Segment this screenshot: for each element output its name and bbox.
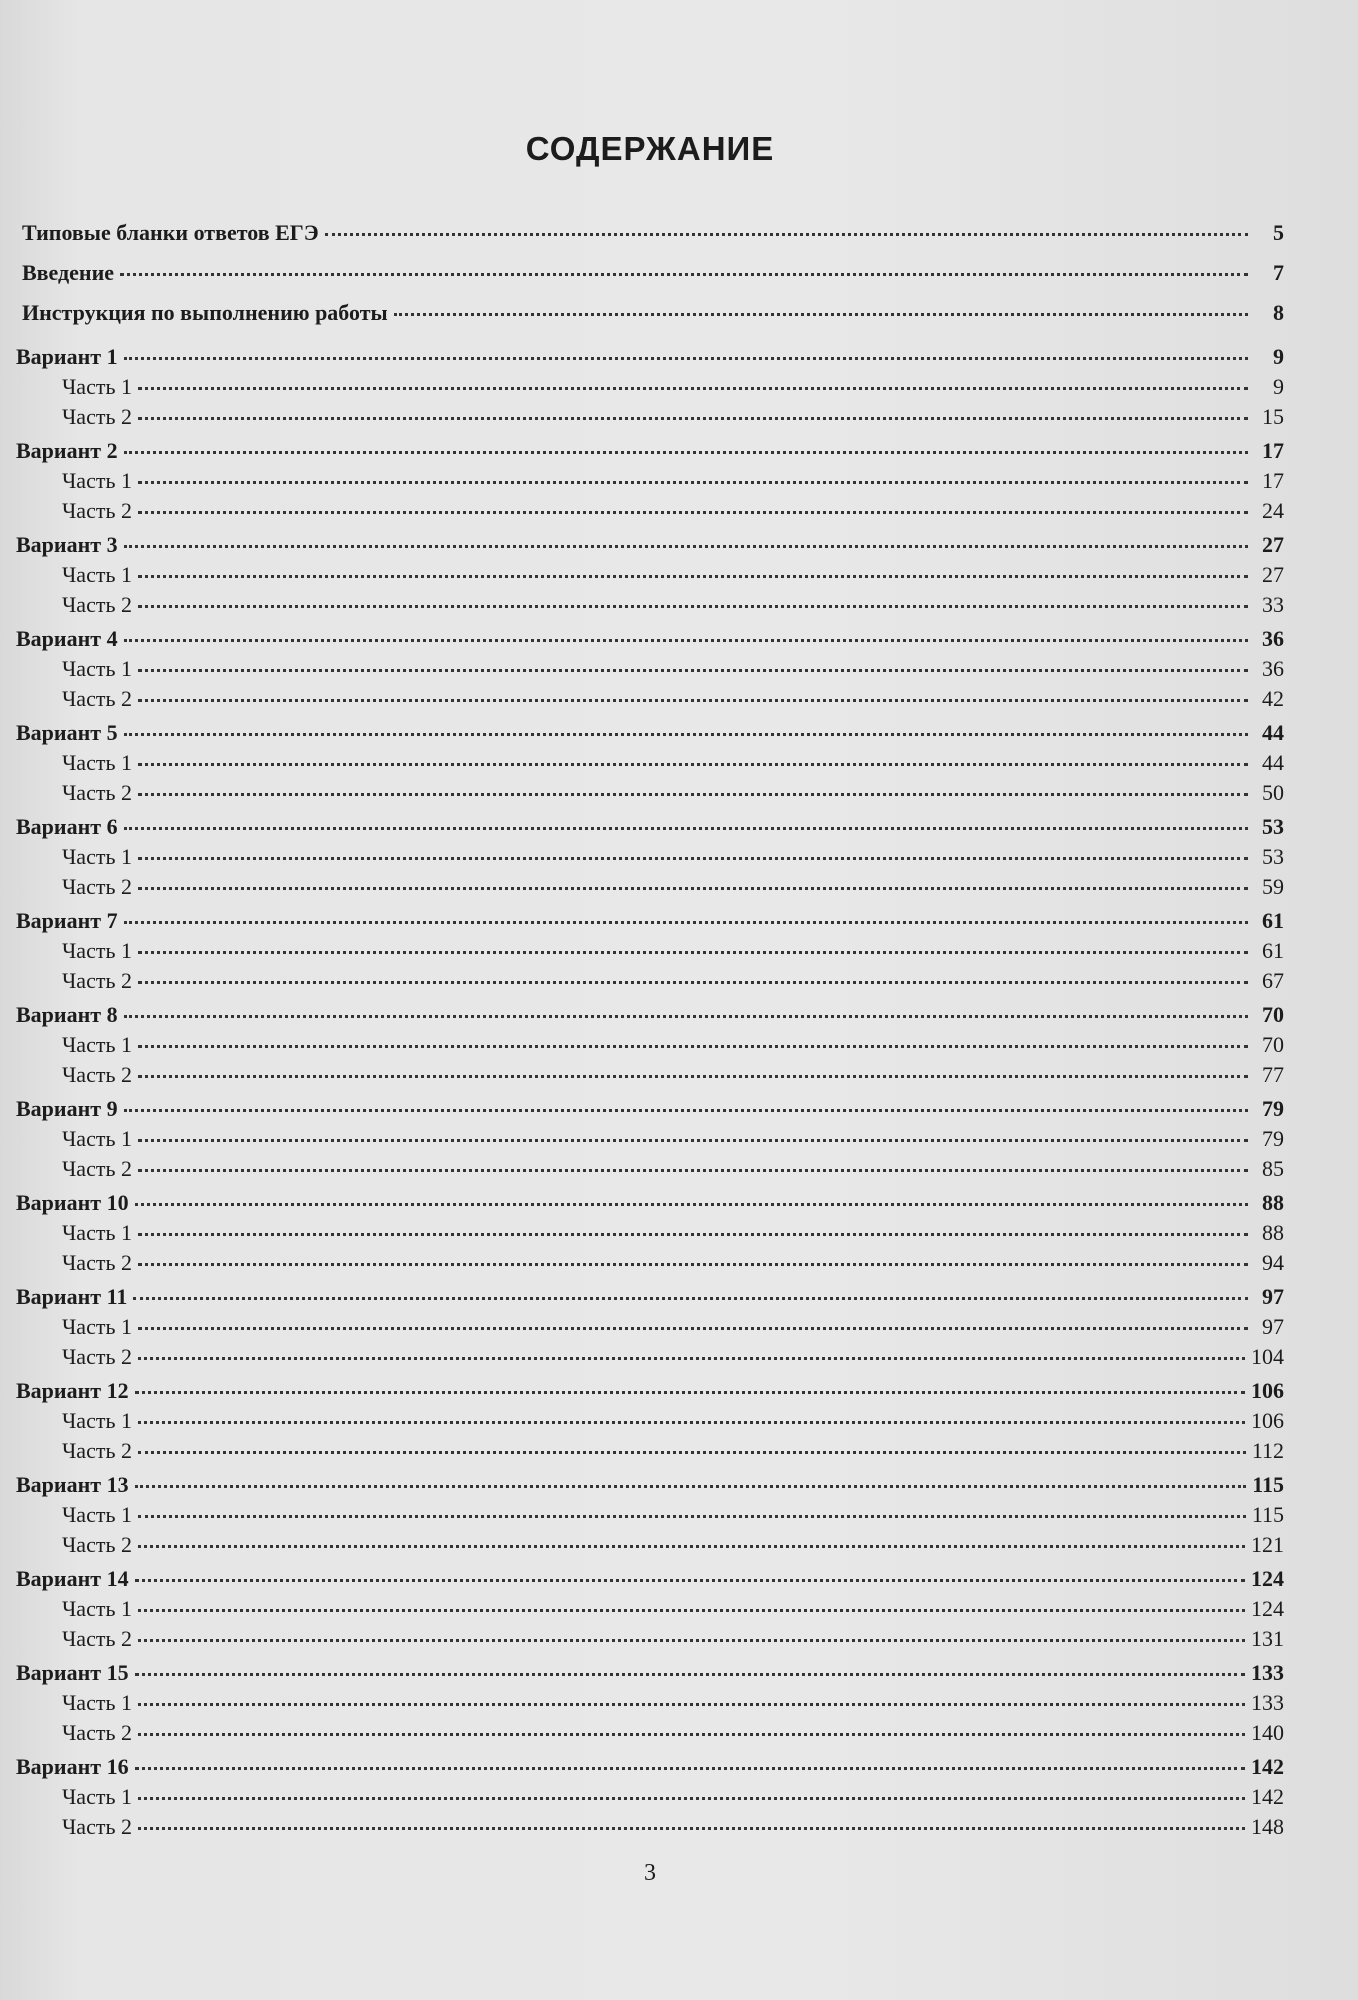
toc-entry-label: Вариант 13 xyxy=(16,1472,129,1497)
toc-entry-label: Вариант 16 xyxy=(16,1754,129,1779)
toc-entry-label: Часть 1 xyxy=(62,1408,132,1433)
toc-entry-label: Часть 1 xyxy=(62,1220,132,1245)
toc-entry-page: 97 xyxy=(1262,1314,1284,1339)
toc-entry-label: Часть 1 xyxy=(62,844,132,869)
toc-entry-label: Часть 2 xyxy=(62,1250,132,1275)
dot-leader xyxy=(138,605,1248,608)
toc-variant-16[interactable] xyxy=(16,1754,1284,1784)
toc-part-2[interactable] xyxy=(16,968,1284,998)
table-of-contents xyxy=(16,220,1284,1844)
toc-part-2[interactable] xyxy=(16,404,1284,434)
toc-entry-page: 104 xyxy=(1251,1344,1284,1369)
dot-leader xyxy=(138,1703,1245,1706)
toc-variant-13[interactable] xyxy=(16,1472,1284,1502)
toc-entry-page: 5 xyxy=(1273,220,1284,245)
variant-group xyxy=(16,1660,1284,1750)
variant-group xyxy=(16,532,1284,622)
toc-variant-2[interactable] xyxy=(16,438,1284,468)
toc-entry-label: Вариант 6 xyxy=(16,814,118,839)
variant-group xyxy=(16,908,1284,998)
toc-variant-10[interactable] xyxy=(16,1190,1284,1220)
toc-part-2[interactable] xyxy=(16,780,1284,810)
dot-leader xyxy=(138,857,1248,860)
toc-entry-page: 27 xyxy=(1262,532,1284,557)
toc-entry-page: 42 xyxy=(1262,686,1284,711)
toc-entry-label: Часть 1 xyxy=(62,938,132,963)
dot-leader xyxy=(138,1357,1245,1360)
variant-group xyxy=(16,626,1284,716)
toc-entry-label: Часть 2 xyxy=(62,1438,132,1463)
toc-entry-page: 112 xyxy=(1251,1438,1284,1463)
toc-entry-label: Вариант 12 xyxy=(16,1378,129,1403)
variant-group xyxy=(16,1002,1284,1092)
toc-part-2[interactable] xyxy=(16,592,1284,622)
toc-entry-page: 148 xyxy=(1251,1814,1284,1839)
dot-leader xyxy=(138,481,1248,484)
toc-entry-label: Вариант 2 xyxy=(16,438,118,463)
toc-part-2[interactable] xyxy=(16,498,1284,528)
dot-leader xyxy=(138,951,1248,954)
toc-entry-page: 133 xyxy=(1251,1660,1284,1685)
dot-leader xyxy=(135,1673,1245,1676)
toc-entry-page: 70 xyxy=(1262,1032,1284,1057)
toc-part-1[interactable] xyxy=(16,1690,1284,1720)
toc-entry-label: Вариант 4 xyxy=(16,626,118,651)
toc-entry-label: Часть 2 xyxy=(62,1156,132,1181)
toc-entry-page: 142 xyxy=(1251,1754,1284,1779)
dot-leader xyxy=(138,1639,1245,1642)
toc-part-1[interactable] xyxy=(16,1502,1284,1532)
dot-leader xyxy=(138,1609,1245,1612)
dot-leader xyxy=(138,575,1248,578)
dot-leader xyxy=(138,1327,1248,1330)
toc-variant-8[interactable] xyxy=(16,1002,1284,1032)
toc-entry-page: 9 xyxy=(1273,374,1284,399)
toc-entry-label: Часть 1 xyxy=(62,656,132,681)
dot-leader xyxy=(138,511,1248,514)
toc-part-2[interactable] xyxy=(16,1720,1284,1750)
toc-variant-15[interactable] xyxy=(16,1660,1284,1690)
dot-leader xyxy=(138,887,1248,890)
dot-leader xyxy=(138,1075,1248,1078)
variant-group xyxy=(16,1754,1284,1844)
variant-list xyxy=(16,344,1284,1844)
toc-entry-page: 88 xyxy=(1262,1220,1284,1245)
toc-part-1[interactable] xyxy=(16,1314,1284,1344)
toc-part-2[interactable] xyxy=(16,686,1284,716)
toc-variant-12[interactable] xyxy=(16,1378,1284,1408)
toc-entry-label: Часть 1 xyxy=(62,1502,132,1527)
toc-entry-page: 115 xyxy=(1251,1502,1284,1527)
toc-entry-label: Вариант 1 xyxy=(16,344,118,369)
toc-variant-9[interactable] xyxy=(16,1096,1284,1126)
toc-entry-label: Часть 1 xyxy=(62,1126,132,1151)
toc-entry-label: Часть 2 xyxy=(62,404,132,429)
toc-variant-11[interactable] xyxy=(16,1284,1284,1314)
page-number: 3 xyxy=(644,1860,656,1886)
toc-entry-label: Часть 1 xyxy=(62,750,132,775)
toc-entry-page: 61 xyxy=(1262,938,1284,963)
toc-entry-page: 50 xyxy=(1262,780,1284,805)
dot-leader xyxy=(124,357,1248,360)
toc-entry-label: Инструкция по выполнению работы xyxy=(22,300,388,325)
toc-entry-page: 67 xyxy=(1262,968,1284,993)
toc-variant-14[interactable] xyxy=(16,1566,1284,1596)
toc-entry-page: 124 xyxy=(1251,1596,1284,1621)
toc-entry-page: 133 xyxy=(1251,1690,1284,1715)
toc-variant-3[interactable] xyxy=(16,532,1284,562)
dot-leader xyxy=(135,1767,1245,1770)
toc-entry-page: 15 xyxy=(1262,404,1284,429)
toc-entry-label: Вариант 14 xyxy=(16,1566,129,1591)
toc-entry-page: 53 xyxy=(1262,814,1284,839)
toc-entry-page: 131 xyxy=(1251,1626,1284,1651)
dot-leader xyxy=(138,1169,1248,1172)
toc-entry-page: 142 xyxy=(1251,1784,1284,1809)
dot-leader xyxy=(138,793,1248,796)
dot-leader xyxy=(138,1263,1248,1266)
toc-part-1[interactable] xyxy=(16,1596,1284,1626)
toc-entry-label: Вариант 5 xyxy=(16,720,118,745)
dot-leader xyxy=(138,1421,1245,1424)
dot-leader xyxy=(138,387,1248,390)
variant-group xyxy=(16,814,1284,904)
toc-variant-6[interactable] xyxy=(16,814,1284,844)
variant-group xyxy=(16,1284,1284,1374)
toc-entry-page: 61 xyxy=(1262,908,1284,933)
toc-entry-page: 85 xyxy=(1262,1156,1284,1181)
dot-leader xyxy=(133,1297,1248,1300)
toc-entry-page: 44 xyxy=(1262,720,1284,745)
dot-leader xyxy=(138,669,1248,672)
toc-part-1[interactable] xyxy=(16,938,1284,968)
toc-entry-page: 36 xyxy=(1262,656,1284,681)
toc-entry-label: Часть 2 xyxy=(62,592,132,617)
toc-entry-label: Вариант 11 xyxy=(16,1284,128,1309)
toc-entry-label: Часть 1 xyxy=(62,1314,132,1339)
dot-leader xyxy=(394,313,1248,316)
toc-entry-page: 8 xyxy=(1273,300,1284,325)
toc-part-1[interactable] xyxy=(16,374,1284,404)
dot-leader xyxy=(138,1545,1245,1548)
dot-leader xyxy=(138,1827,1245,1830)
dot-leader xyxy=(138,1515,1246,1518)
toc-entry[interactable] xyxy=(16,260,1284,300)
dot-leader xyxy=(124,921,1248,924)
toc-entry-page: 24 xyxy=(1262,498,1284,523)
toc-entry-label: Введение xyxy=(22,260,115,285)
dot-leader xyxy=(325,233,1248,236)
toc-entry-page: 106 xyxy=(1251,1408,1284,1433)
dot-leader xyxy=(135,1203,1248,1206)
toc-entry-label: Часть 1 xyxy=(62,562,132,587)
dot-leader xyxy=(138,1139,1248,1142)
variant-group xyxy=(16,1096,1284,1186)
toc-part-1[interactable] xyxy=(16,1784,1284,1814)
toc-part-1[interactable] xyxy=(16,468,1284,498)
toc-entry-page: 59 xyxy=(1262,874,1284,899)
toc-entry-page: 140 xyxy=(1251,1720,1284,1745)
toc-entry-page: 9 xyxy=(1273,344,1284,369)
toc-entry-label: Часть 2 xyxy=(62,1344,132,1369)
toc-entry-label: Часть 1 xyxy=(62,468,132,493)
toc-entry-label: Вариант 8 xyxy=(16,1002,118,1027)
toc-entry-label: Вариант 3 xyxy=(16,532,118,557)
toc-entry-page: 97 xyxy=(1262,1284,1284,1309)
toc-entry-label: Вариант 10 xyxy=(16,1190,129,1215)
toc-entry-page: 7 xyxy=(1273,260,1284,285)
toc-entry-page: 77 xyxy=(1262,1062,1284,1087)
toc-entry-label: Часть 2 xyxy=(62,1532,132,1557)
toc-entry-page: 17 xyxy=(1262,468,1284,493)
dot-leader xyxy=(138,1233,1248,1236)
toc-entry-label: Часть 1 xyxy=(62,1032,132,1057)
toc-part-2[interactable] xyxy=(16,1814,1284,1844)
toc-entry-label: Часть 2 xyxy=(62,686,132,711)
toc-entry-label: Часть 2 xyxy=(62,780,132,805)
dot-leader xyxy=(135,1485,1247,1488)
toc-variant-4[interactable] xyxy=(16,626,1284,656)
dot-leader xyxy=(138,417,1248,420)
dot-leader xyxy=(124,733,1248,736)
toc-entry-page: 36 xyxy=(1262,626,1284,651)
variant-group xyxy=(16,1190,1284,1280)
toc-entry-page: 17 xyxy=(1262,438,1284,463)
dot-leader xyxy=(124,1015,1248,1018)
toc-part-2[interactable] xyxy=(16,1626,1284,1656)
toc-entry-label: Часть 2 xyxy=(62,1720,132,1745)
dot-leader xyxy=(138,1045,1248,1048)
toc-entry-page: 106 xyxy=(1251,1378,1284,1403)
toc-entry-page: 27 xyxy=(1262,562,1284,587)
toc-entry-page: 94 xyxy=(1262,1250,1284,1275)
toc-part-1[interactable] xyxy=(16,1126,1284,1156)
page-title: СОДЕРЖАНИЕ xyxy=(525,130,775,167)
toc-entry-label: Вариант 7 xyxy=(16,908,118,933)
toc-entry-page: 53 xyxy=(1262,844,1284,869)
toc-part-1[interactable] xyxy=(16,1408,1284,1438)
dot-leader xyxy=(138,981,1248,984)
dot-leader xyxy=(138,1733,1245,1736)
toc-entry-page: 79 xyxy=(1262,1096,1284,1121)
toc-variant-1[interactable] xyxy=(16,344,1284,374)
dot-leader xyxy=(120,273,1248,276)
variant-group xyxy=(16,438,1284,528)
toc-entry-label: Часть 1 xyxy=(62,1690,132,1715)
toc-part-1[interactable] xyxy=(16,1032,1284,1062)
toc-entry-label: Часть 1 xyxy=(62,374,132,399)
toc-part-2[interactable] xyxy=(16,874,1284,904)
toc-part-1[interactable] xyxy=(16,656,1284,686)
toc-part-2[interactable] xyxy=(16,1250,1284,1280)
toc-part-1[interactable] xyxy=(16,1220,1284,1250)
toc-entry-label: Часть 2 xyxy=(62,1626,132,1651)
dot-leader xyxy=(124,827,1248,830)
toc-entry-page: 44 xyxy=(1262,750,1284,775)
variant-group xyxy=(16,1566,1284,1656)
toc-entry-label: Вариант 9 xyxy=(16,1096,118,1121)
toc-entry-page: 79 xyxy=(1262,1126,1284,1151)
toc-entry-label: Часть 1 xyxy=(62,1596,132,1621)
toc-variant-7[interactable] xyxy=(16,908,1284,938)
toc-part-2[interactable] xyxy=(16,1532,1284,1562)
toc-part-1[interactable] xyxy=(16,750,1284,780)
variant-group xyxy=(16,720,1284,810)
toc-entry-page: 115 xyxy=(1252,1472,1284,1497)
toc-entry-label: Часть 2 xyxy=(62,968,132,993)
toc-part-1[interactable] xyxy=(16,844,1284,874)
dot-leader xyxy=(135,1391,1245,1394)
variant-group xyxy=(16,1378,1284,1468)
toc-entry[interactable] xyxy=(16,300,1284,340)
toc-entry-label: Часть 2 xyxy=(62,498,132,523)
toc-entry-page: 121 xyxy=(1251,1532,1284,1557)
dot-leader xyxy=(138,1797,1245,1800)
toc-entry[interactable] xyxy=(16,220,1284,260)
dot-leader xyxy=(124,451,1248,454)
dot-leader xyxy=(138,763,1248,766)
toc-entry-page: 88 xyxy=(1262,1190,1284,1215)
toc-part-2[interactable] xyxy=(16,1156,1284,1186)
toc-entry-label: Часть 2 xyxy=(62,874,132,899)
dot-leader xyxy=(124,545,1248,548)
toc-entry-label: Часть 2 xyxy=(62,1062,132,1087)
toc-entry-page: 33 xyxy=(1262,592,1284,617)
toc-entry-label: Типовые бланки ответов ЕГЭ xyxy=(22,220,319,245)
dot-leader xyxy=(124,1109,1248,1112)
toc-entry-label: Часть 1 xyxy=(62,1784,132,1809)
dot-leader xyxy=(138,1451,1246,1454)
toc-part-2[interactable] xyxy=(16,1062,1284,1092)
dot-leader xyxy=(135,1579,1245,1582)
dot-leader xyxy=(124,639,1248,642)
dot-leader xyxy=(138,699,1248,702)
variant-group xyxy=(16,1472,1284,1562)
variant-group xyxy=(16,344,1284,434)
toc-entry-label: Часть 2 xyxy=(62,1814,132,1839)
toc-part-2[interactable] xyxy=(16,1438,1284,1468)
toc-part-1[interactable] xyxy=(16,562,1284,592)
toc-entry-page: 70 xyxy=(1262,1002,1284,1027)
toc-variant-5[interactable] xyxy=(16,720,1284,750)
toc-entry-page: 124 xyxy=(1251,1566,1284,1591)
toc-part-2[interactable] xyxy=(16,1344,1284,1374)
toc-entry-label: Вариант 15 xyxy=(16,1660,129,1685)
